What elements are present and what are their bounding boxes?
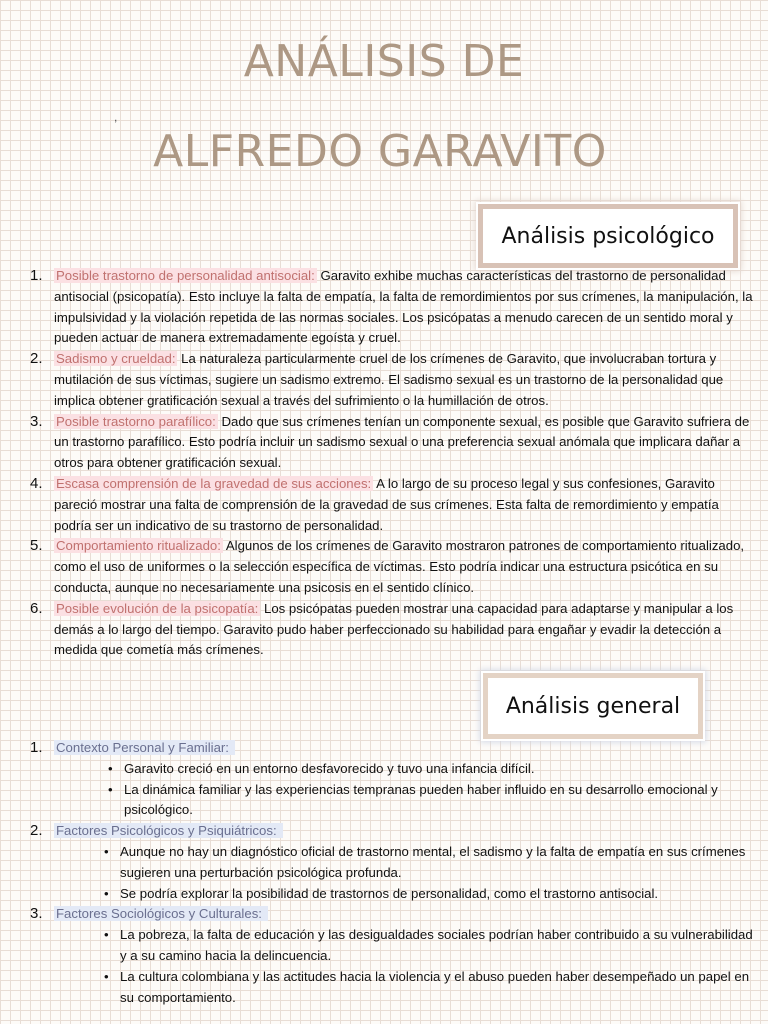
bullet-item: • La dinámica familiar y las experiencias tempranas pueden haber influido en su desarrollo emocional y psicológico. <box>104 780 758 822</box>
bullet-list <box>100 925 758 1008</box>
item-text: Algunos de los crímenes de Garavito mostraron patrones de comportamiento ritualizado, como el uso de uniformes o la selección específica de víctimas. Esto podría indicar una estructura psicótica en su conducta, aunque no necesariamente una psicosis en el sentido clínico. <box>54 538 745 595</box>
bullet-item: • La cultura colombiana y las actitudes hacia la violencia y el abuso pueden haber desempeñado un papel en su comportamiento. <box>100 967 758 1009</box>
list-item <box>18 349 758 411</box>
item-text: A lo largo de su proceso legal y sus confesiones, Garavito pareció mostrar una falta de comprensión de la gravedad de sus crímenes. Esta falta de remordimiento y empatía podría ser un indicativo de su trastorno de personalidad. <box>54 475 719 533</box>
item-number: 5. <box>30 537 43 555</box>
list-item <box>18 599 758 661</box>
section-heading-psicologico-text: Análisis psicológico <box>501 223 715 249</box>
item-label: Posible trastorno de personalidad antisocial: <box>56 268 315 283</box>
item-label: Posible evolución de la psicopatía: <box>56 600 259 616</box>
page-title-line1: ANÁLISIS DE <box>243 36 525 87</box>
section-heading-psicologico <box>478 204 738 268</box>
item-number: 4. <box>30 474 43 492</box>
general-list <box>18 738 758 1008</box>
bullet-item: • Se podría explorar la posibilidad de trastornos de personalidad, como el trastorno antisocial. <box>100 884 758 905</box>
list-item <box>18 536 758 598</box>
item-number: 2. <box>30 350 43 368</box>
list-item <box>18 412 758 474</box>
item-number: 1. <box>30 267 43 284</box>
item-label: Comportamiento ritualizado: <box>56 538 221 554</box>
bullet-list <box>104 759 758 821</box>
section-heading-general <box>483 673 703 739</box>
bullet-item: • La pobreza, la falta de educación y las desigualdades sociales podrían haber contribuido a su vulnerabilidad y a su camino hacia la delincuencia. <box>100 925 758 967</box>
item-number: 3. <box>30 412 43 430</box>
item-text: Dado que sus crímenes tenían un componente sexual, es posible que Garavito sufriera de un trastorno parafílico. Esto podría incluir un sadismo sexual o una preferencia sexual anómala que implicara dañar a otros para obtener gratificación sexual. <box>54 413 750 471</box>
bullet-item: • Garavito creció en un entorno desfavorecido y tuvo una infancia difícil. <box>104 759 758 780</box>
stray-mark: , <box>114 110 118 124</box>
item-label: Contexto Personal y Familiar: <box>54 740 235 755</box>
list-item <box>18 821 758 904</box>
bullet-item: • Aunque no hay un diagnóstico oficial de trastorno mental, el sadismo y la falta de empatía en sus crímenes sugieren una perturbación psicológica profunda. <box>100 842 758 884</box>
item-label: Factores Sociológicos y Culturales: <box>54 906 268 921</box>
item-text: Los psicópatas pueden mostrar una capacidad para adaptarse y manipular a los demás a lo largo del tiempo. Garavito pudo haber perfeccionado su habilidad para engañar y evadir la detección a medida que cometía más crímenes. <box>54 600 734 658</box>
item-label: Factores Psicológicos y Psiquiátricos: <box>54 823 283 838</box>
item-label: Posible trastorno parafílico: <box>56 413 216 429</box>
page-title-line2: ALFREDO GARAVITO <box>153 126 607 177</box>
list-item <box>18 738 758 821</box>
item-label: Escasa comprensión de la gravedad de sus acciones: <box>56 475 372 491</box>
section-heading-general-text: Análisis general <box>505 693 681 719</box>
item-text: Garavito exhibe muchas características del trastorno de personalidad antisocial (psicopatía). Esto incluye la falta de empatía, la falta de remordimientos por sus crímenes, la manipulación, la impulsividad y la violación repetida de las normas sociales. Los psicópatas a menudo carecen de un sentido moral y pueden actuar de manera extremadamente egoísta y cruel. <box>54 268 753 346</box>
psicologico-list <box>18 266 758 661</box>
item-number: 2. <box>30 822 43 840</box>
list-item <box>18 474 758 536</box>
item-number: 6. <box>30 599 43 617</box>
item-number: 1. <box>30 739 43 756</box>
item-number: 3. <box>30 905 43 923</box>
list-item <box>18 266 758 349</box>
list-item <box>18 904 758 1008</box>
bullet-list <box>100 842 758 904</box>
item-label: Sadismo y crueldad: <box>56 351 176 367</box>
item-text: La naturaleza particularmente cruel de los crímenes de Garavito, que involucraban tortura y mutilación de sus víctimas, sugiere un sadismo extremo. El sadismo sexual es un trastorno de la personalidad que implica obtener gratificación sexual a través del sufrimiento o la humillación de otros. <box>54 351 724 408</box>
